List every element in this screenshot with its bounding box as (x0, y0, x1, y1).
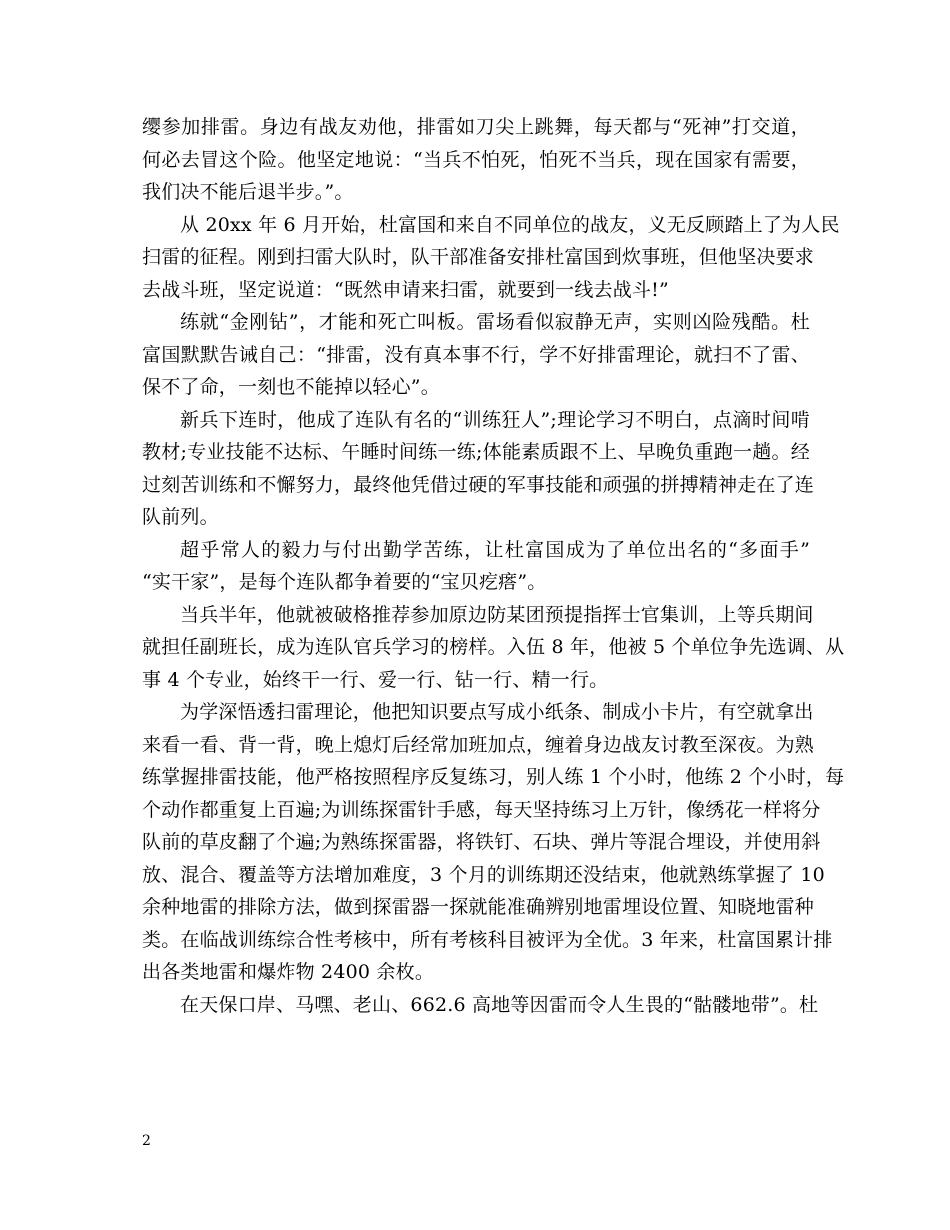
text-line: 练掌握排雷技能，他严格按照程序反复练习，别人练 1 个小时，他练 2 个小时，每 (142, 766, 845, 788)
text-line: 保不了命，一刻也不能掉以轻心”。 (142, 376, 440, 398)
text-line: 个动作都重复上百遍;为训练探雷针手感，每天坚持练习上万针，像绣花一样将分 (142, 798, 821, 821)
text-line: 余种地雷的排除方法，做到探雷器一探就能准确辨别地雷埋设位置、知晓地雷种 (142, 896, 815, 918)
text-line: 教材;专业技能不达标、午睡时间练一练;体能素质跟不上、早晚负重跑一趟。经 (142, 441, 810, 463)
text-line: 从 20xx 年 6 月开始，杜富国和来自不同单位的战友，义无反顾踏上了为人民 (180, 213, 840, 236)
text-line: 去战斗班，坚定说道：“既然申请来扫雷，就要到一线去战斗!” (142, 278, 669, 301)
text-line: “实干家”，是每个连队都争着要的“宝贝疙瘩”。 (142, 571, 547, 593)
text-line: 何必去冒这个险。他坚定地说：“当兵不怕死，怕死不当兵，现在国家有需要， (142, 148, 810, 171)
text-line: 过刻苦训练和不懈努力，最终他凭借过硬的军事技能和顽强的拼搏精神走在了连 (142, 473, 815, 496)
text-line: 为学深悟透扫雷理论，他把知识要点写成小纸条、制成小卡片，有空就拿出 (180, 701, 814, 723)
text-line: 当兵半年，他就被破格推荐参加原边防某团预提指挥士官集训，上等兵期间 (180, 603, 814, 626)
text-line: 队前的草皮翻了个遍;为熟练探雷器，将铁钉、石块、弹片等混合埋设，并使用斜 (142, 831, 821, 853)
text-line: 类。在临战训练综合性考核中，所有考核科目被评为全优。3 年来，杜富国累计排 (142, 928, 833, 951)
text-line: 超乎常人的毅力与付出勤学苦练，让杜富国成为了单位出名的“多面手” (180, 538, 810, 561)
text-line: 事 4 个专业，始终干一行、爱一行、钻一行、精一行。 (142, 668, 609, 691)
body-text (142, 111, 845, 1021)
text-line: 富国默默告诫自己：“排雷，没有真本事不行，学不好排雷理论，就扫不了雷、 (142, 343, 810, 366)
text-line: 就担任副班长，成为连队官兵学习的榜样。入伍 8 年，他被 5 个单位争先选调、从 (142, 636, 845, 658)
text-line: 出各类地雷和爆炸物 2400 余枚。 (142, 961, 435, 983)
text-line: 在天保口岸、马嘿、老山、662.6 高地等因雷而令人生畏的“骷髅地带”。杜 (180, 993, 819, 1016)
text-line: 队前列。 (142, 506, 219, 528)
text-line: 新兵下连时，他成了连队有名的“训练狂人”;理论学习不明白，点滴时间啃 (180, 408, 810, 431)
text-line: 练就“金刚钻”，才能和死亡叫板。雷场看似寂静无声，实则凶险残酷。杜 (180, 311, 810, 333)
text-line: 放、混合、覆盖等方法增加难度，3 个月的训练期还没结束，他就熟练掌握了 10 (142, 863, 825, 886)
text-line: 我们决不能后退半步。”。 (142, 181, 354, 203)
text-line: 缨参加排雷。身边有战友劝他，排雷如刀尖上跳舞，每天都与“死神”打交道， (142, 116, 810, 138)
text-line: 扫雷的征程。刚到扫雷大队时，队干部准备安排杜富国到炊事班，但他坚决要求 (142, 246, 815, 268)
page-number: 2 (142, 1133, 151, 1149)
text-line: 来看一看、背一背，晚上熄灯后经常加班加点，缠着身边战友讨教至深夜。为熟 (142, 733, 815, 756)
